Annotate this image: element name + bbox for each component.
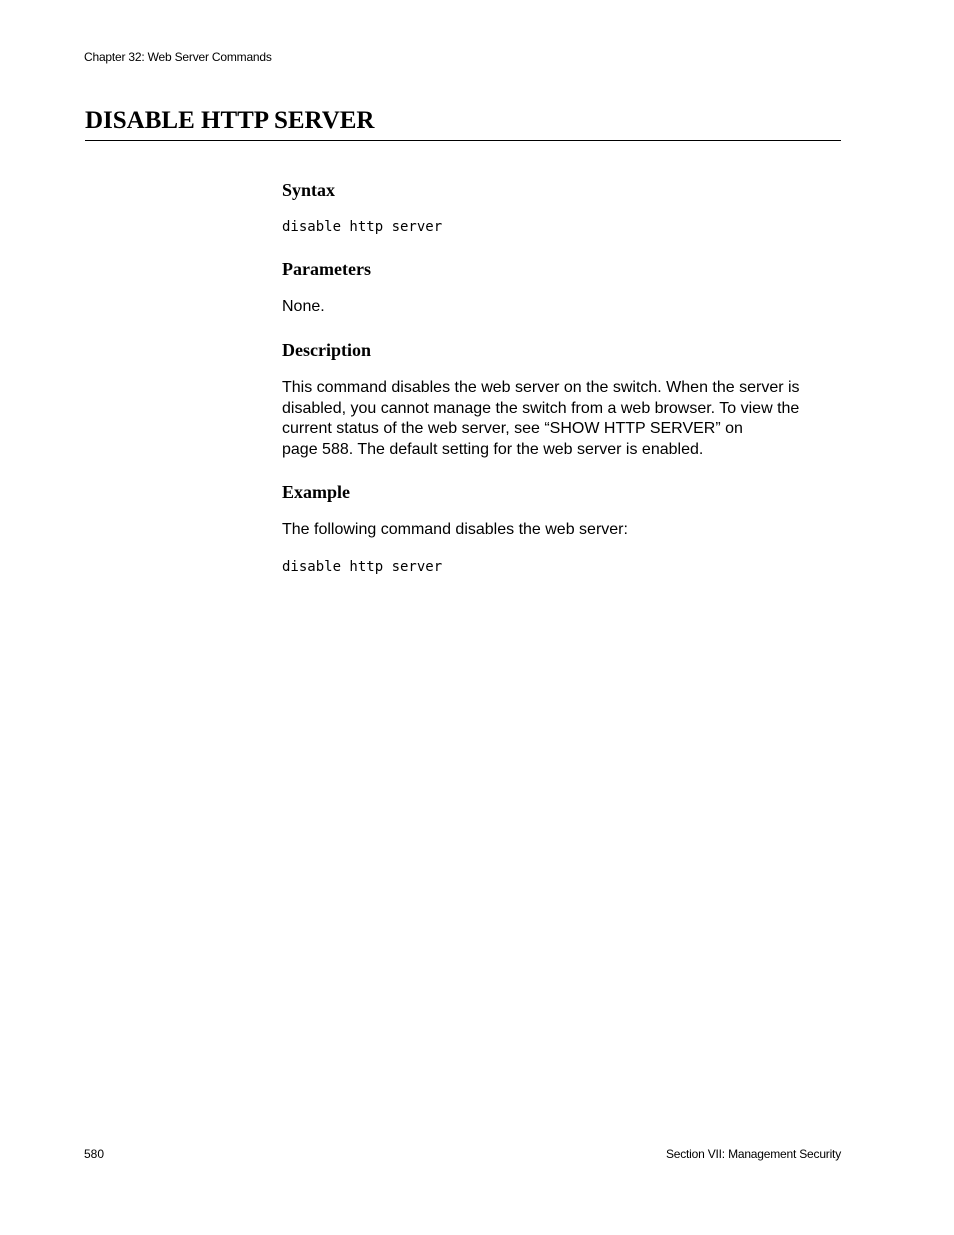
- description-text: [282, 378, 847, 460]
- syntax-heading: Syntax: [282, 180, 336, 200]
- footer-section: Section VII: Management Security: [665, 1147, 841, 1161]
- page-number: 580: [84, 1147, 105, 1161]
- syntax-code: disable http server: [282, 219, 443, 235]
- running-header: Chapter 32: Web Server Commands: [84, 50, 272, 64]
- parameters-heading: Parameters: [282, 259, 371, 279]
- description-line: disabled, you cannot manage the switch from a web browser. To view the: [282, 399, 800, 417]
- page-title: DISABLE HTTP SERVER: [85, 105, 841, 141]
- description-line: current status of the web server, see “SHOW HTTP SERVER” on: [282, 420, 743, 437]
- example-heading: Example: [282, 482, 351, 502]
- description-line: This command disables the web server on the switch. When the server is: [282, 379, 800, 396]
- description-line: page 588. The default setting for the web server is enabled.: [282, 440, 704, 458]
- description-heading: Description: [282, 340, 371, 360]
- example-text: The following command disables the web server:: [282, 521, 628, 538]
- example-code: disable http server: [282, 559, 443, 575]
- parameters-text: None.: [282, 298, 325, 315]
